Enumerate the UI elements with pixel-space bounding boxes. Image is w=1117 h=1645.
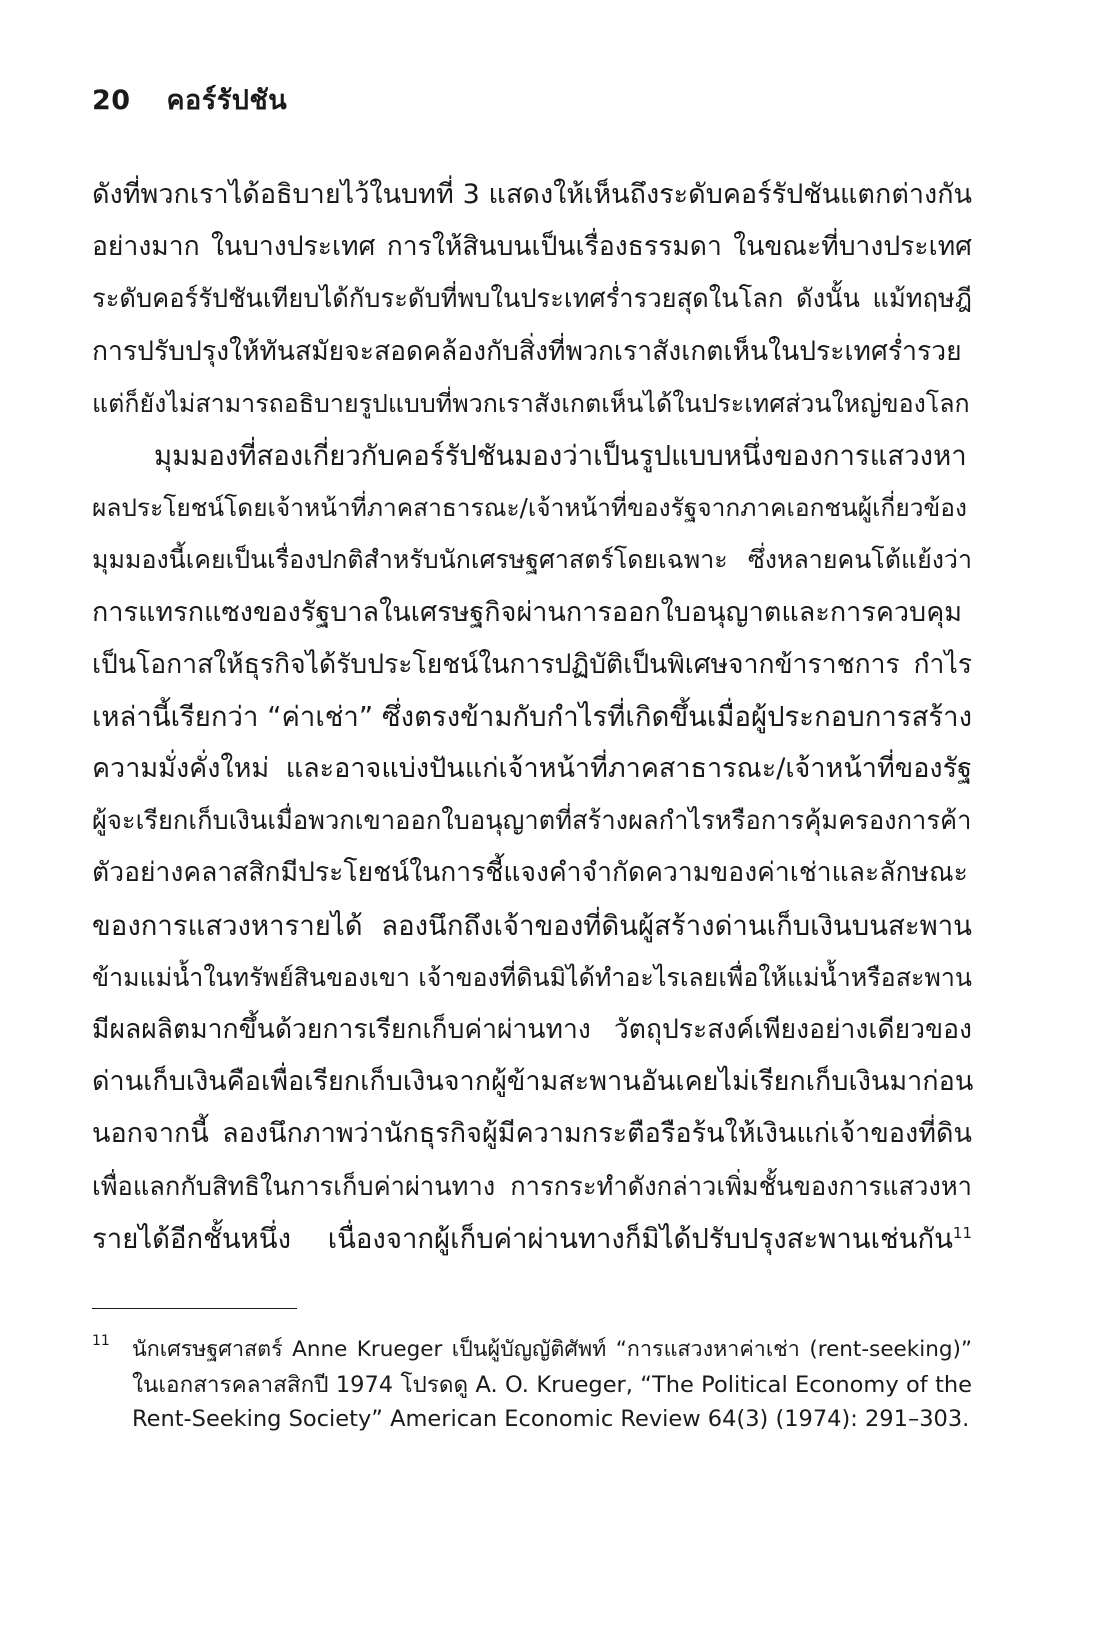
footnote-divider bbox=[92, 1308, 297, 1309]
body-line: เหล่านี้เรียกว่า “ค่าเช่า” ซึ่งตรงข้ามกับกำไรที่เกิดขึ้นเมื่อผู้ประกอบการสร้าง bbox=[92, 700, 972, 733]
body-line: ข้ามแม่น้ำในทรัพย์สินของเขา เจ้าของที่ดินมิได้ทำอะไรเลยเพื่อให้แม่น้ำหรือสะพาน bbox=[92, 962, 972, 992]
body-line: มุมมองที่สองเกี่ยวกับคอร์รัปชันมองว่าเป็นรูปแบบหนึ่งของการแสวงหา bbox=[154, 439, 967, 472]
footnote-number: 11 bbox=[92, 1333, 110, 1349]
running-title: คอร์รัปชัน bbox=[166, 85, 288, 116]
body-line: ของการแสวงหารายได้ ลองนึกถึงเจ้าของที่ดินผู้สร้างด่านเก็บเงินบนสะพาน bbox=[92, 909, 972, 942]
page-number: 20 bbox=[92, 85, 131, 116]
body-line: มีผลผลิตมากขึ้นด้วยการเรียกเก็บค่าผ่านทาง วัตถุประสงค์เพียงอย่างเดียวของ bbox=[92, 1014, 972, 1045]
body-line: การแทรกแซงของรัฐบาลในเศรษฐกิจผ่านการออกใบอนุญาตและการควบคุม bbox=[92, 596, 963, 628]
body-line: การปรับปรุงให้ทันสมัยจะสอดคล้องกับสิ่งที่พวกเราสังเกตเห็นในประเทศร่ำรวย bbox=[92, 335, 962, 367]
body-line: ความมั่งคั่งใหม่ และอาจแบ่งปันแก่เจ้าหน้าที่ภาคสาธารณะ/เจ้าหน้าที่ของรัฐ bbox=[92, 753, 972, 785]
body-line: มุมมองนี้เคยเป็นเรื่องปกติสำหรับนักเศรษฐศาสตร์โดยเฉพาะ ซึ่งหลายคนโต้แย้งว่า bbox=[92, 545, 972, 575]
running-header bbox=[92, 78, 287, 121]
body-line: เพื่อแลกกับสิทธิในการเก็บค่าผ่านทาง การกระทำดังกล่าวเพิ่มชั้นของการแสวงหา bbox=[92, 1171, 972, 1202]
footnote-line: ในเอกสารคลาสสิกปี 1974 โปรดดู A. O. Krueger, “The Political Economy of the bbox=[132, 1371, 972, 1398]
body-line: ระดับคอร์รัปชันเทียบได้กับระดับที่พบในประเทศร่ำรวยสุดในโลก ดังนั้น แม้ทฤษฎี bbox=[92, 284, 972, 315]
body-line: ตัวอย่างคลาสสิกมีประโยชน์ในการชี้แจงคำจำกัดความของค่าเช่าและลักษณะ bbox=[92, 857, 968, 889]
body-line: ผู้จะเรียกเก็บเงินเมื่อพวกเขาออกใบอนุญาตที่สร้างผลกำไรหรือการคุ้มครองการค้า bbox=[92, 806, 972, 837]
body-line: ผลประโยชน์โดยเจ้าหน้าที่ภาคสาธารณะ/เจ้าหน้าที่ของรัฐจากภาคเอกชนผู้เกี่ยวข้อง bbox=[92, 493, 967, 523]
body-line: แต่ก็ยังไม่สามารถอธิบายรูปแบบที่พวกเราสังเกตเห็นได้ในประเทศส่วนใหญ่ของโลก bbox=[92, 388, 970, 418]
footnote-text bbox=[132, 1333, 972, 1437]
body-line: ด่านเก็บเงินคือเพื่อเรียกเก็บเงินจากผู้ข้ามสะพานอันเคยไม่เรียกเก็บเงินมาก่อน bbox=[92, 1066, 974, 1098]
footnote-reference[interactable]: 11 bbox=[952, 1223, 972, 1242]
body-line: นอกจากนี้ ลองนึกภาพว่านักธุรกิจผู้มีความกระตือรือร้นให้เงินแก่เจ้าของที่ดิน bbox=[92, 1118, 972, 1150]
body-text bbox=[92, 169, 972, 1265]
footnote-line: นักเศรษฐศาสตร์ Anne Krueger เป็นผู้บัญญัติศัพท์ “การแสวงหาค่าเช่า (rent-seeking)” bbox=[132, 1337, 972, 1362]
body-line: ดังที่พวกเราได้อธิบายไว้ในบทที่ 3 แสดงให้เห็นถึงระดับคอร์รัปชันแตกต่างกัน bbox=[92, 179, 972, 210]
body-line-text: รายได้อีกชั้นหนึ่ง เนื่องจากผู้เก็บค่าผ่านทางก็มิได้ปรับปรุงสะพานเช่นกัน bbox=[92, 1222, 953, 1255]
body-line: อย่างมาก ในบางประเทศ การให้สินบนเป็นเรื่องธรรมดา ในขณะที่บางประเทศ bbox=[92, 231, 972, 263]
body-line-with-footnote-ref bbox=[92, 1213, 972, 1265]
body-line: เป็นโอกาสให้ธุรกิจได้รับประโยชน์ในการปฏิบัติเป็นพิเศษจากข้าราชการ กำไร bbox=[92, 648, 972, 680]
footnote-line: Rent-Seeking Society” American Economic Review 64(3) (1974): 291–303. bbox=[132, 1406, 970, 1432]
